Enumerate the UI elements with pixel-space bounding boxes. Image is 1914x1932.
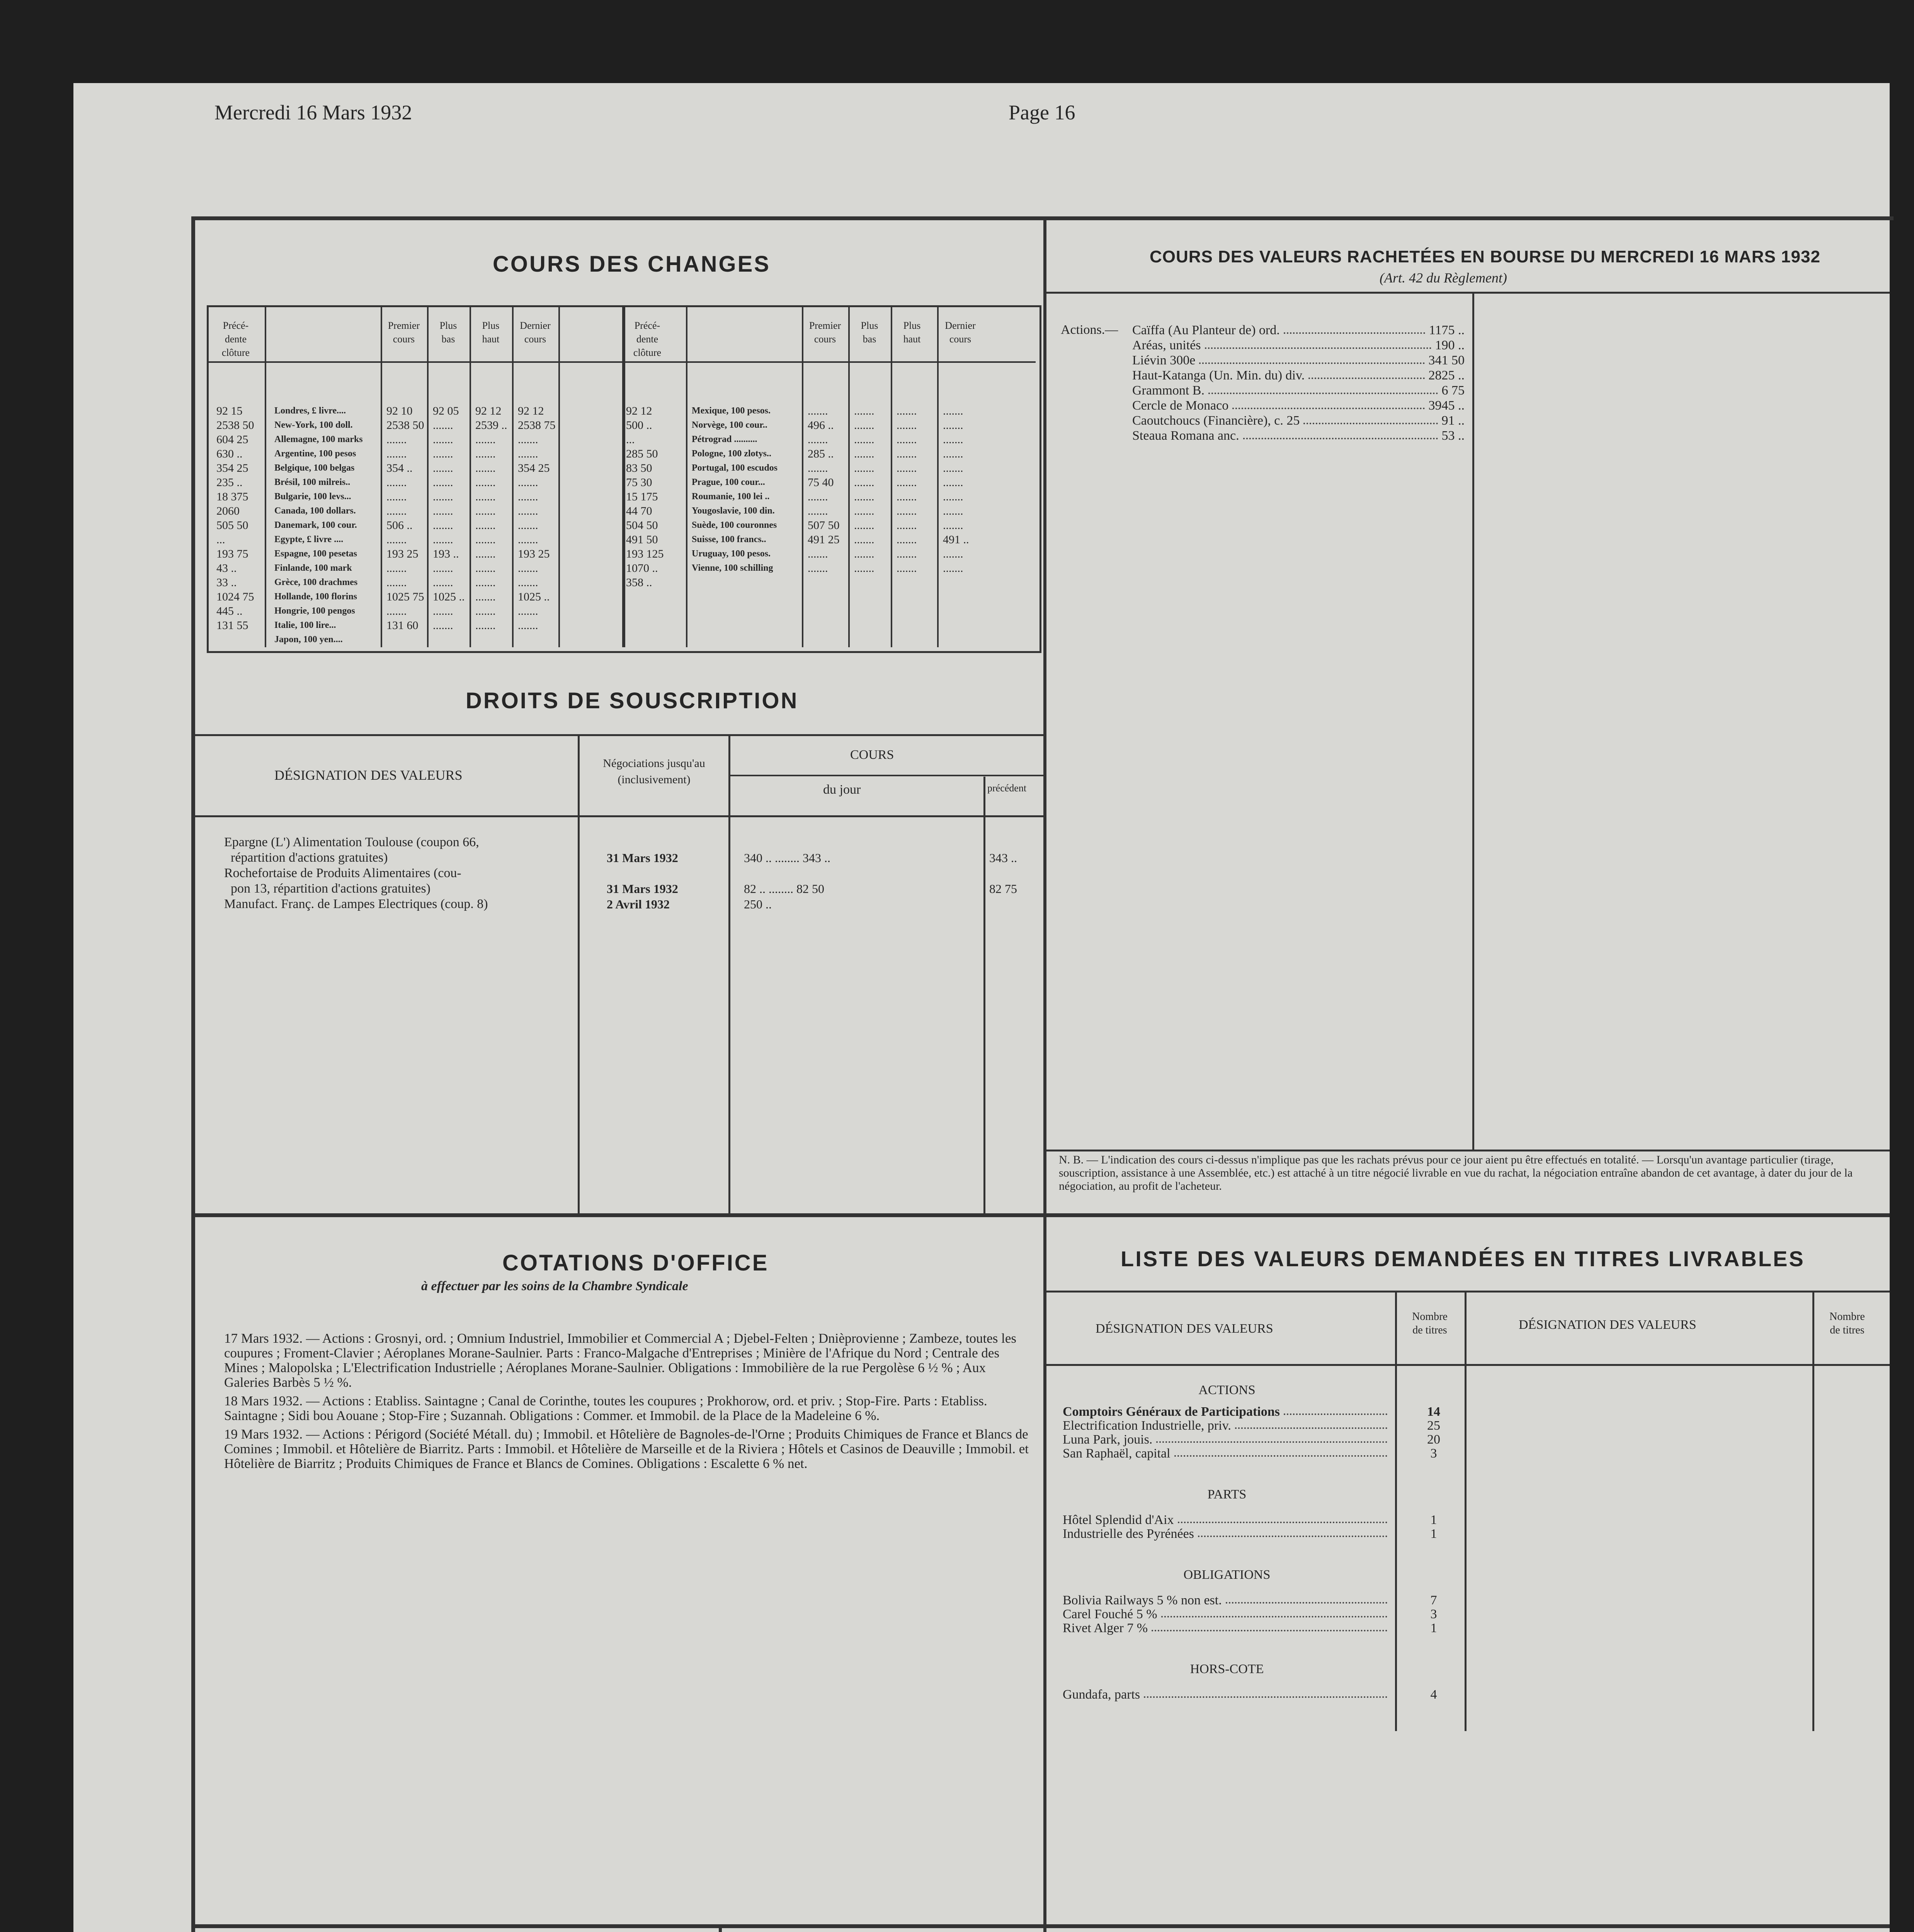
changes-header-dernier-2: Dernier cours	[945, 320, 976, 345]
rachetees-value: 6 75	[1441, 383, 1465, 398]
dot-leader	[1199, 353, 1424, 364]
changes-left-haut: 92 12 2539 .. ....... ....... ....... ....... ....... ....... ....... ....... ....... ....... ....... ....... ....... .......	[475, 405, 507, 632]
dot-leader	[1284, 323, 1425, 334]
cotations-body	[224, 1331, 1032, 1471]
dot-leader	[1226, 1594, 1387, 1604]
liste-section-head: HORS-COTE	[1190, 1662, 1264, 1676]
changes-rule	[937, 307, 939, 647]
cotations-paragraph: 18 Mars 1932. — Actions : Etabliss. Saintagne ; Canal de Corinthe, toutes les coupures ; Prokhorow, ord. et priv. ; Stop-Fire. Parts : Etabliss. Saintagne ; Sidi bou Aouane ; Stop-Fire ; Suzannah. Obligations : Commer. et Immobil. de la Place de la Madeleine 6 %.	[224, 1393, 987, 1423]
droits-title: DROITS DE SOUSCRIPTION	[466, 688, 799, 713]
rachetees-row	[1132, 353, 1465, 368]
rachetees-value: 2825 ..	[1428, 368, 1465, 383]
dot-leader	[1208, 383, 1438, 394]
rachetees-name: Caïffa (Au Planteur de) ord.	[1132, 323, 1280, 337]
changes-header-premier-2: Premier cours	[809, 320, 841, 345]
changes-left-premier: 92 10 2538 50 ....... ....... 354 .. ....... ....... ....... 506 .. ....... 193 25 ....... ....... 1025 75 ....... 131 60	[386, 405, 424, 632]
liste-row	[1063, 1513, 1461, 1527]
dot-leader	[1152, 1621, 1387, 1631]
liste-rule	[1465, 1291, 1467, 1731]
rachetees-value: 341 50	[1428, 353, 1465, 367]
liste-name: Hôtel Splendid d'Aix	[1063, 1513, 1174, 1527]
liste-count: 7	[1430, 1593, 1437, 1607]
changes-header-prec: Précé- dente clôture	[221, 320, 250, 358]
changes-header-haut: Plus haut	[482, 320, 500, 345]
droits-dates: 31 Mars 1932 31 Mars 1932 2 Avril 1932	[607, 851, 678, 911]
rachetees-row	[1132, 323, 1465, 338]
liste-title: LISTE DES VALEURS DEMANDÉES EN TITRES LIVRABLES	[1121, 1247, 1805, 1271]
rachetees-note: N. B. — L'indication des cours ci-dessus n'implique pas que les rachats prévus pour ce jour aient pu être effectués en totalité. — Lorsqu'un avantage particulier (tirage, souscription, assistance à une Assemblée, etc.) est attaché à un titre négocié livrable en vue du rachat, la négociation entraîne abandon de cet avantage, à dater du jour de la négociation, au profit de l'acheteur.	[1059, 1153, 1853, 1192]
liste-name: Carel Fouché 5 %	[1063, 1607, 1157, 1621]
cotations-title: COTATIONS D'OFFICE	[502, 1250, 769, 1276]
liste-h-designation: DÉSIGNATION DES VALEURS	[1096, 1321, 1273, 1336]
liste-count: 1	[1430, 1513, 1437, 1527]
liste-row	[1063, 1405, 1461, 1419]
changes-right-dernier: ....... ....... ....... ....... ....... ....... ....... ....... ....... 491 .. ....... .......	[943, 405, 969, 575]
dot-leader	[1284, 1405, 1387, 1415]
changes-title: COURS DES CHANGES	[493, 252, 771, 277]
liste-row	[1063, 1594, 1461, 1607]
liste-entries	[1063, 1383, 1461, 1702]
changes-rule	[427, 307, 429, 647]
rachetees-name: Haut-Katanga (Un. Min. du) div.	[1132, 368, 1305, 383]
liste-count: 3	[1430, 1607, 1437, 1621]
liste-row	[1063, 1607, 1461, 1621]
droits-designations: Epargne (L') Alimentation Toulouse (coupon 66, répartition d'actions gratuites) Rochefortaise de Produits Alimentaires (cou- pon 13, répartition d'actions gratuites) Manufact. Franç. de Lampes Electriques (coup. 8)	[224, 835, 488, 911]
center-column-rule	[1043, 220, 1046, 1932]
page-date: Mercredi 16 Mars 1932	[214, 101, 412, 124]
droits-jour: 340 .. ........ 343 .. 82 .. ........ 82 50 250 ..	[744, 851, 830, 911]
liste-name: Industrielle des Pyrénées	[1063, 1527, 1194, 1541]
rachetees-title: COURS DES VALEURS RACHETÉES EN BOURSE DU MERCREDI 16 MARS 1932	[1150, 247, 1820, 266]
liste-name: Electrification Industrielle, priv.	[1063, 1418, 1231, 1433]
liste-h-nombre-2: Nombre de titres	[1829, 1311, 1865, 1336]
droits-h-cours: COURS	[850, 748, 894, 762]
dot-leader	[1144, 1688, 1387, 1698]
dot-leader	[1198, 1527, 1387, 1537]
rachetees-name: Aréas, unités	[1132, 338, 1201, 352]
rachetees-lead: Actions.—	[1061, 323, 1118, 337]
rachetees-value: 91 ..	[1441, 413, 1465, 428]
changes-table	[207, 305, 1041, 653]
liste-count: 3	[1430, 1446, 1437, 1461]
droits-rule	[730, 775, 1043, 776]
rachetees-value: 1175 ..	[1429, 323, 1465, 337]
changes-header-haut-2: Plus haut	[903, 320, 921, 345]
liste-section-head: ACTIONS	[1198, 1383, 1256, 1397]
droits-rule	[578, 734, 580, 1213]
rachetees-name: Liévin 300e	[1132, 353, 1196, 367]
changes-header-prec-2: Précé- dente clôture	[633, 320, 662, 358]
liste-count: 20	[1427, 1432, 1440, 1447]
dot-leader	[1243, 428, 1438, 439]
rachetees-name: Cercle de Monaco	[1132, 398, 1229, 413]
liste-name: San Raphaël, capital	[1063, 1446, 1171, 1461]
changes-rule	[381, 307, 382, 647]
droits-h-negociations: Négociations jusqu'au (inclusivement)	[603, 757, 705, 786]
liste-name: Luna Park, jouis.	[1063, 1432, 1153, 1447]
liste-count: 4	[1430, 1687, 1437, 1702]
rachetees-row	[1132, 413, 1465, 428]
cotations-subtitle: à effectuer par les soins de la Chambre Syndicale	[421, 1279, 688, 1293]
dot-leader	[1174, 1447, 1387, 1457]
changes-right-names: Mexique, 100 pesos. Norvège, 100 cour.. Pétrograd .......... Pologne, 100 zlotys.. Portugal, 100 escudos Prague, 100 cour... Roumanie, 100 lei .. Yougoslavie, 100 din. Suède, 100 couronnes Suisse, 100 francs.. Uruguay, 100 pesos. Vienne, 100 schilling	[692, 406, 778, 573]
rachetees-subtitle: (Art. 42 du Règlement)	[1380, 270, 1507, 286]
rachetees-rule	[1046, 1150, 1890, 1151]
liste-count: 25	[1427, 1418, 1440, 1433]
changes-header-premier: Premier cours	[388, 320, 420, 345]
changes-rule	[265, 307, 266, 647]
liste-rule	[1046, 1291, 1890, 1293]
rachetees-row	[1132, 428, 1465, 443]
liste-row	[1063, 1419, 1461, 1433]
liste-name: Rivet Alger 7 %	[1063, 1621, 1148, 1635]
liste-h-designation-2: DÉSIGNATION DES VALEURS	[1519, 1318, 1696, 1332]
liste-section-head: OBLIGATIONS	[1183, 1568, 1271, 1582]
changes-right-haut: ....... ....... ....... ....... ....... ....... ....... ....... ....... ....... ....... .......	[897, 405, 917, 575]
liste-section-head: PARTS	[1207, 1487, 1247, 1502]
changes-rule	[622, 307, 625, 647]
rachetees-list	[1132, 323, 1465, 443]
lower-horizontal-rule	[195, 1924, 1890, 1928]
changes-left-names: Londres, £ livre.... New-York, 100 doll. Allemagne, 100 marks Argentine, 100 pesos Belgique, 100 belgas Brésil, 100 milreis.. Bulgarie, 100 levs... Canada, 100 dollars. Danemark, 100 cour. Egypte, £ livre .... Espagne, 100 pesetas Finlande, 100 mark Grèce, 100 drachmes Hollande, 100 florins Hongrie, 100 pengos Italie, 100 lire... Japon, 100 yen....	[274, 406, 363, 645]
liste-count: 1	[1430, 1621, 1437, 1635]
liste-h-nombre: Nombre de titres	[1412, 1311, 1448, 1336]
rachetees-name: Caoutchoucs (Financière), c. 25	[1132, 413, 1300, 428]
liste-row	[1063, 1621, 1461, 1635]
droits-precedent: 343 .. 82 75	[989, 851, 1017, 896]
rachetees-row	[1132, 338, 1465, 353]
changes-left-bas: 92 05 ....... ....... ....... ....... ....... ....... ....... ....... ....... 193 .. ....... ....... 1025 .. ....... .......	[433, 405, 465, 632]
rachetees-row	[1132, 398, 1465, 413]
liste-row	[1063, 1688, 1461, 1702]
liste-count: 1	[1430, 1527, 1437, 1541]
droits-rule	[983, 777, 985, 1213]
changes-rule	[558, 307, 560, 647]
rachetees-row	[1132, 368, 1465, 383]
liste-name: Bolivia Railways 5 % non est.	[1063, 1593, 1222, 1607]
rachetees-name: Grammont B.	[1132, 383, 1205, 398]
liste-rule	[1046, 1364, 1890, 1366]
droits-h-designation: DÉSIGNATION DES VALEURS	[274, 767, 463, 783]
rachetees-row	[1132, 383, 1465, 398]
dot-leader	[1156, 1433, 1387, 1443]
droits-h-jour: du jour	[823, 782, 861, 797]
dot-leader	[1235, 1419, 1387, 1429]
rachetees-value: 3945 ..	[1428, 398, 1465, 413]
changes-rule	[802, 307, 803, 647]
rachetees-name: Steaua Romana anc.	[1132, 429, 1239, 443]
page-number: Page 16	[1009, 101, 1075, 124]
changes-rule	[209, 361, 1036, 363]
changes-rule	[686, 307, 687, 647]
liste-row	[1063, 1433, 1461, 1447]
dot-leader	[1178, 1513, 1387, 1523]
liste-row	[1063, 1447, 1461, 1461]
rachetees-rule	[1046, 292, 1890, 294]
liste-rule	[1812, 1291, 1814, 1731]
droits-rule	[728, 734, 730, 1213]
changes-rule	[848, 307, 850, 647]
middle-horizontal-rule	[195, 1213, 1890, 1217]
changes-header-bas-2: Plus bas	[861, 320, 878, 345]
rappels-column-rule	[719, 1926, 722, 1932]
dot-leader	[1303, 413, 1438, 424]
changes-rule	[512, 307, 514, 647]
changes-left-prec: 92 15 2538 50 604 25 630 .. 354 25 235 .. 18 375 2060 505 50 ... 193 75 43 .. 33 .. 1024 75 445 .. 131 55	[216, 405, 254, 632]
dot-leader	[1205, 338, 1431, 349]
changes-header-bas: Plus bas	[439, 320, 457, 345]
liste-row	[1063, 1527, 1461, 1541]
changes-right-premier: ....... 496 .. ....... 285 .. ....... 75 40 ....... ....... 507 50 491 25 ....... .......	[808, 405, 840, 575]
cotations-paragraph: 17 Mars 1932. — Actions : Grosnyi, ord. ; Omnium Industriel, Immobilier et Commercial A ; Djebel-Felten ; Dnièprovienne ; Zambeze, toutes les coupures ; Froment-Clavier ; Aéroplanes Morane-Saulnier. Parts : Franco-Malgache d'Entreprises ; Minière de l'Afrique du Nord ; Centrale des Mines ; Malopolska ; L'Electrification Industrielle ; Aéroplanes Morane-Saulnier. Obligations : Immobilière de la rue Pergolèse 6 ½ % ; Aux Galeries Barbès 5 ½ %.	[224, 1331, 1017, 1390]
droits-rule	[195, 734, 1043, 736]
liste-name: Comptoirs Généraux de Participations	[1063, 1405, 1280, 1419]
liste-name: Gundafa, parts	[1063, 1687, 1140, 1702]
changes-rule	[470, 307, 471, 647]
changes-rule	[891, 307, 892, 647]
dot-leader	[1232, 398, 1424, 409]
changes-right-bas: ....... ....... ....... ....... ....... ....... ....... ....... ....... ....... ....... .......	[854, 405, 874, 575]
changes-left-dernier: 92 12 2538 75 ....... ....... 354 25 ....... ....... ....... ....... ....... 193 25 ....... ....... 1025 .. ....... .......	[518, 405, 556, 632]
liste-count: 14	[1427, 1405, 1440, 1419]
droits-h-precedent: précédent	[987, 782, 1027, 794]
cotations-paragraph: 19 Mars 1932. — Actions : Périgord (Société Métall. du) ; Immobil. et Hôtelière de Bagnoles-de-l'Orne ; Produits Chimiques de France et Blancs de Comines ; Immobil. et Hôtelière de Biarritz. Parts : Immobil. et Hôtelière de Marseille et de la Riviera ; Hôtels et Casinos de Deauville ; Immobil. et Hôtelière de Biarritz ; Produits Chimiques de France et Blancs de Comines. Obligations : Escalette 6 % net.	[224, 1427, 1029, 1471]
dot-leader	[1308, 368, 1424, 379]
dot-leader	[1161, 1607, 1387, 1617]
rachetees-rule	[1472, 294, 1474, 1151]
changes-right-prec: 92 12 500 .. ... 285 50 83 50 75 30 15 175 44 70 504 50 491 50 193 125 1070 .. 358 ..	[626, 405, 664, 589]
rachetees-value: 53 ..	[1441, 429, 1465, 443]
changes-header-dernier: Dernier cours	[520, 320, 551, 345]
droits-rule	[195, 815, 1043, 817]
rachetees-value: 190 ..	[1435, 338, 1465, 352]
